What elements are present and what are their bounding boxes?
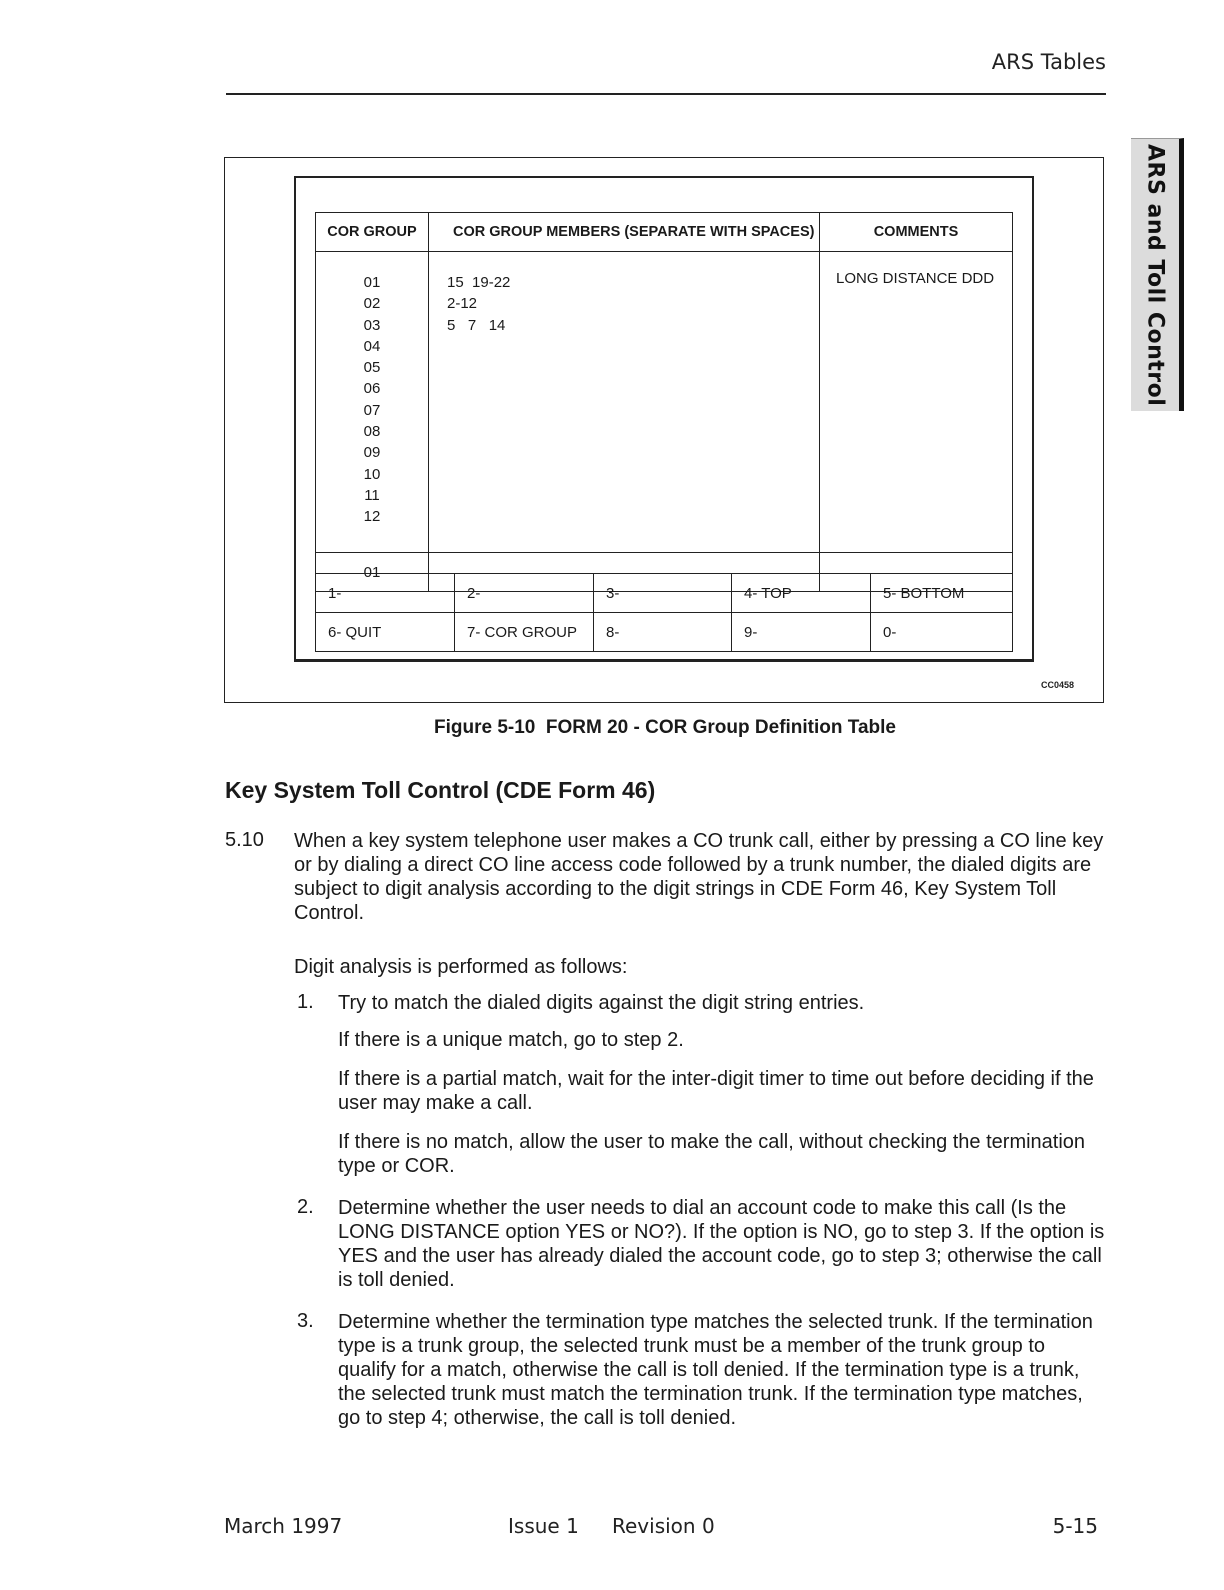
- softkey-0: 0-: [871, 613, 1013, 652]
- group-number: 07: [363, 401, 381, 419]
- softkey-table: [315, 573, 1013, 652]
- group-number: 10: [363, 465, 381, 483]
- step-2-text: Determine whether the user needs to dial an account code to make this call (Is the LONG DISTANCE option YES or NO?). If the option is NO, go to step 3. If the option is YES and the user has already dialed the account code, go to step 3; otherwise the call is toll denied.: [338, 1197, 1105, 1291]
- group-number: 01: [363, 274, 381, 291]
- softkey-4-top: 4- TOP: [732, 574, 871, 613]
- softkey-6-quit: 6- QUIT: [316, 613, 455, 652]
- softkey-5-bottom: 5- BOTTOM: [871, 574, 1013, 613]
- table-body-row: [316, 252, 1013, 553]
- group-number: 12: [363, 508, 381, 526]
- selected-group: 01: [316, 553, 429, 592]
- step-3-text: Determine whether the termination type matches the selected trunk. If the termination type is a trunk group, the selected trunk must be a member of the trunk group to qualify for a match, otherwise the call is toll denied. If the termination type is a trunk, the selected trunk must match the termination trunk. If the termination type matches, go to step 4; otherwise, the call is toll denied.: [338, 1311, 1093, 1429]
- group-number: 11: [364, 486, 380, 504]
- paragraph-number: 5.10: [225, 829, 264, 851]
- running-header: ARS Tables: [991, 50, 1106, 74]
- group-number: 02: [363, 295, 381, 313]
- analysis-intro: Digit analysis is performed as follows:: [294, 956, 628, 978]
- step-1-unique-match: If there is a unique match, go to step 2.: [338, 1029, 684, 1051]
- cor-group-list: [316, 252, 429, 553]
- group-number: 04: [363, 337, 381, 355]
- softkey-8: 8-: [594, 613, 732, 652]
- group-number: 05: [363, 359, 381, 377]
- softkey-9: 9-: [732, 613, 871, 652]
- softkey-1: 1-: [316, 574, 455, 613]
- header-cor-group: COR GROUP: [316, 213, 429, 252]
- softkey-7-cor-group: 7- COR GROUP: [455, 613, 594, 652]
- chapter-side-tab: [1131, 138, 1184, 411]
- figure-caption: Figure 5-10 FORM 20 - COR Group Definition Table: [433, 717, 896, 738]
- section-heading: Key System Toll Control (CDE Form 46): [225, 777, 656, 803]
- member-entry: 5 7 14: [447, 316, 506, 334]
- footer-issue: Issue 1: [508, 1514, 579, 1538]
- footer-date: March 1997: [224, 1514, 343, 1538]
- softkey-2: 2-: [455, 574, 594, 613]
- group-number: 08: [363, 423, 381, 441]
- step-number: 3.: [297, 1310, 314, 1332]
- side-tab-label: ARS and Toll Control: [1142, 143, 1168, 407]
- softkey-row: [316, 574, 1013, 613]
- paragraph-5-10: When a key system telephone user makes a CO trunk call, either by pressing a CO line key or by dialing a direct CO line access code followed by a trunk number, the dialed digits are subject to digit analysis according to the digit strings in CDE Form 46, Key System Toll Control.: [294, 830, 1104, 924]
- header-comments: COMMENTS: [820, 213, 1013, 252]
- step-1-text: Try to match the dialed digits against the digit string entries.: [338, 992, 865, 1014]
- table-header-row: [316, 213, 1013, 252]
- step-1-partial-match: If there is a partial match, wait for the inter-digit timer to time out before deciding if the user may make a call.: [338, 1068, 1094, 1114]
- softkey-3: 3-: [594, 574, 732, 613]
- cor-group-table: [315, 212, 1013, 592]
- group-number: 03: [363, 316, 381, 334]
- member-entry: 15 19-22: [447, 274, 511, 291]
- group-number: 06: [363, 380, 381, 398]
- group-number: 09: [363, 444, 381, 462]
- header-cor-members: COR GROUP MEMBERS (SEPARATE WITH SPACES): [429, 213, 820, 252]
- comment-cell: [820, 252, 1013, 553]
- step-number: 1.: [297, 991, 314, 1013]
- cor-member-list: [429, 252, 820, 553]
- member-entry: 2-12: [447, 295, 478, 313]
- step-1-no-match: If there is no match, allow the user to make the call, without checking the termination type or COR.: [338, 1131, 1086, 1177]
- comment-entry: LONG DISTANCE DDD: [836, 270, 995, 287]
- figure-id-code: CC0458: [1040, 680, 1074, 690]
- footer-page-number: 5-15: [1052, 1514, 1098, 1538]
- header-rule: [226, 93, 1106, 95]
- softkey-row: [316, 613, 1013, 652]
- footer-revision: Revision 0: [612, 1514, 715, 1538]
- step-number: 2.: [297, 1196, 314, 1218]
